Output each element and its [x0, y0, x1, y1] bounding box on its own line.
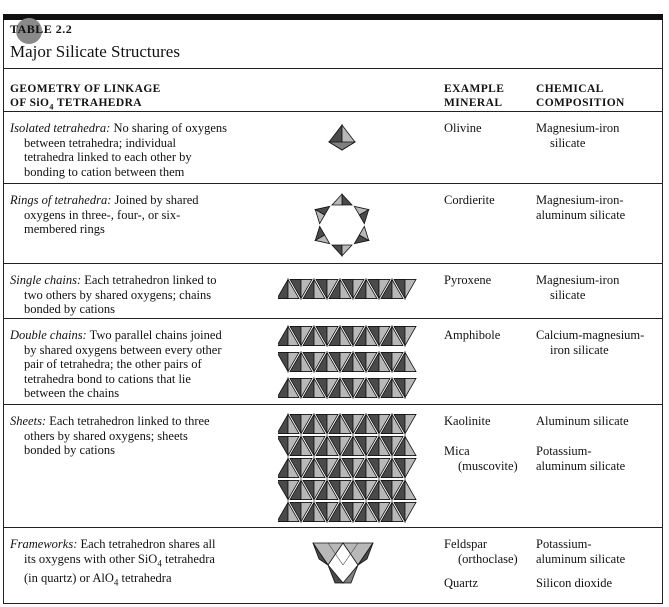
row-frameworks-chem-line1: Potassium- — [536, 537, 592, 551]
row-double-chain-desc-line: by shared oxygens between every other — [24, 342, 222, 357]
row-rings-composition — [536, 193, 625, 222]
row-single-chain-term: Single chains: — [10, 273, 82, 287]
table-title: Major Silicate Structures — [10, 42, 180, 61]
tetra-face — [342, 194, 352, 205]
row-frameworks-composition — [536, 537, 625, 566]
tetra-face — [332, 245, 342, 256]
row-frameworks-mineral-line2: (orthoclase) — [458, 551, 518, 566]
header-geometry-line2a: OF SiO — [10, 97, 50, 109]
tetra-face — [328, 565, 343, 583]
row-frameworks-desc-line3 — [10, 571, 250, 590]
tetra-face — [405, 458, 416, 477]
row-frameworks-composition-2: Silicon dioxide — [536, 576, 613, 590]
row-frameworks-chem-line2: aluminum silicate — [536, 551, 626, 566]
row-frameworks-mineral-2: Quartz — [444, 576, 479, 590]
row-isolated-mineral: Olivine — [444, 121, 482, 135]
header-geometry — [10, 82, 161, 114]
tetra-face — [329, 142, 355, 150]
row-double-chain-desc-first: Two parallel chains joined — [86, 328, 222, 342]
header-rule-top — [3, 68, 663, 69]
row-rings-desc-line: membered rings — [24, 222, 105, 236]
tetra-face — [405, 480, 416, 499]
tetra-face — [278, 378, 288, 397]
row-double-chain-mineral: Amphibole — [444, 328, 501, 342]
row-double-chain-desc-line: tetrahedra bond to cations that lie — [24, 371, 191, 386]
row-frameworks-term: Frameworks: — [10, 537, 78, 551]
row-frameworks-desc-first: Each tetrahedron shares all — [77, 537, 216, 551]
row-isolated-description — [10, 121, 250, 179]
row-single-chain-desc-first: Each tetrahedron linked to — [81, 273, 217, 287]
tetra-face — [332, 194, 342, 205]
row-sheets-composition-2 — [536, 444, 625, 473]
tetra-face — [278, 326, 288, 345]
row-isolated-desc-line: tetrahedra linked to each other by — [24, 150, 192, 164]
header-composition-line2: COMPOSITION — [536, 97, 625, 109]
row-double-chain-description — [10, 328, 250, 401]
tetra-face — [405, 378, 416, 397]
row-single-chain-mineral: Pyroxene — [444, 273, 492, 287]
row-double-chain-term: Double chains: — [10, 328, 87, 342]
tetra-face — [343, 565, 358, 583]
isolated-tetrahedron-diagram — [325, 120, 359, 154]
row-rings-desc-line: oxygens in three-, four-, or six- — [24, 207, 181, 222]
row-sheets-desc-line: others by shared oxygens; sheets — [24, 428, 188, 443]
row-sheets-desc-line: bonded by cations — [24, 443, 115, 457]
row-rings-description — [10, 193, 250, 237]
row-sheets-chem2-line1: Potassium- — [536, 444, 592, 458]
tetra-face — [278, 502, 288, 521]
row-isolated-composition — [536, 121, 619, 150]
table-label: TABLE 2.2 — [10, 22, 73, 36]
tetra-face — [278, 436, 288, 455]
row-isolated-term: Isolated tetrahedra: — [10, 121, 111, 135]
table-top-rule — [3, 14, 663, 20]
header-mineral-line2: MINERAL — [444, 97, 503, 109]
row-double-chain-desc-line: between the chains — [24, 386, 120, 400]
tetra-face — [405, 279, 416, 298]
row-single-chain-composition — [536, 273, 619, 302]
row-sheets-term: Sheets: — [10, 414, 47, 428]
row-rings-desc-first: Joined by shared — [111, 193, 199, 207]
row-frameworks-desc-line3a: (in quartz) or AlO — [24, 570, 114, 585]
row-frameworks-desc-line2b: tetrahedra — [161, 551, 215, 566]
header-geometry-line1: GEOMETRY OF LINKAGE — [10, 83, 161, 95]
row-isolated-desc-line: between tetrahedra; individual — [24, 135, 177, 150]
row-frameworks-mineral-line1: Feldspar — [444, 537, 488, 551]
header-rule-bottom — [3, 111, 663, 112]
row-isolated-desc-line: bonding to cation between them — [24, 164, 185, 179]
row-rings-mineral: Cordierite — [444, 193, 495, 207]
row-sheets-composition: Aluminum silicate — [536, 414, 629, 428]
row-sheets-desc-first: Each tetrahedron linked to three — [46, 414, 210, 428]
row-frameworks-desc-line3b: tetrahedra — [118, 570, 172, 585]
header-composition — [536, 82, 625, 110]
sheet-diagram — [278, 410, 418, 526]
row-sheets-mineral2-line2: (muscovite) — [458, 458, 518, 473]
tetra-face — [278, 279, 288, 298]
row-frameworks-desc-line2 — [10, 552, 250, 571]
row-rule — [3, 404, 663, 405]
ring-of-tetrahedra-diagram — [302, 190, 382, 260]
row-double-chain-chem-line1: Calcium-magnesium- — [536, 328, 645, 342]
row-single-chain-desc-line: two others by shared oxygens; chains — [24, 287, 212, 302]
row-single-chain-description — [10, 273, 250, 317]
tetra-face — [405, 414, 416, 433]
row-frameworks-description — [10, 537, 250, 590]
tetra-face — [405, 502, 416, 521]
row-sheets-mineral: Kaolinite — [444, 414, 491, 428]
row-sheets-mineral-2 — [444, 444, 518, 473]
row-isolated-chem-line1: Magnesium-iron — [536, 121, 620, 135]
tetra-face — [342, 245, 352, 256]
header-geometry-line2b: TETRAHEDRA — [53, 97, 142, 109]
double-chain-diagram — [278, 322, 418, 402]
row-rule — [3, 183, 663, 184]
row-double-chain-composition — [536, 328, 644, 357]
row-rule — [3, 263, 663, 264]
row-frameworks-desc-line2-sub: 4 — [157, 558, 162, 568]
row-single-chain-chem-line2: silicate — [550, 287, 586, 302]
row-double-chain-chem-line2: iron silicate — [550, 342, 609, 357]
header-mineral — [444, 82, 504, 110]
table-right-border — [662, 20, 663, 604]
row-rule — [3, 318, 663, 319]
table-left-border — [3, 20, 4, 604]
tetra-face — [278, 480, 288, 499]
row-isolated-chem-line2: silicate — [550, 135, 586, 150]
header-mineral-line1: EXAMPLE — [444, 83, 505, 95]
tetra-face — [405, 352, 416, 371]
single-chain-diagram — [278, 268, 418, 310]
row-rule — [3, 527, 663, 528]
row-single-chain-desc-line: bonded by cations — [24, 302, 115, 316]
row-single-chain-chem-line1: Magnesium-iron — [536, 273, 620, 287]
framework-diagram — [305, 535, 381, 587]
tetra-face — [278, 352, 288, 371]
row-double-chain-desc-line: pair of tetrahedra; the other pairs of — [24, 357, 202, 371]
row-sheets-description — [10, 414, 250, 458]
tetra-face — [278, 414, 288, 433]
header-geometry-sub: 4 — [49, 102, 54, 112]
table-bottom-rule — [3, 603, 663, 604]
row-rings-chem-line1: Magnesium-iron- — [536, 193, 624, 207]
row-frameworks-desc-line3-sub: 4 — [113, 577, 119, 587]
row-isolated-desc-first: No sharing of oxygens — [110, 121, 227, 135]
row-frameworks-desc-line2a: its oxygens with other SiO — [24, 551, 158, 566]
row-sheets-chem2-line2: aluminum silicate — [536, 458, 626, 473]
tetra-face — [405, 326, 416, 345]
row-rings-chem-line2: aluminum silicate — [536, 207, 626, 222]
row-frameworks-mineral — [444, 537, 518, 566]
row-rings-term: Rings of tetrahedra: — [10, 193, 112, 207]
tetra-face — [278, 458, 288, 477]
header-composition-line1: CHEMICAL — [536, 83, 604, 95]
row-sheets-mineral2-line1: Mica — [444, 444, 470, 458]
tetra-face — [405, 436, 416, 455]
